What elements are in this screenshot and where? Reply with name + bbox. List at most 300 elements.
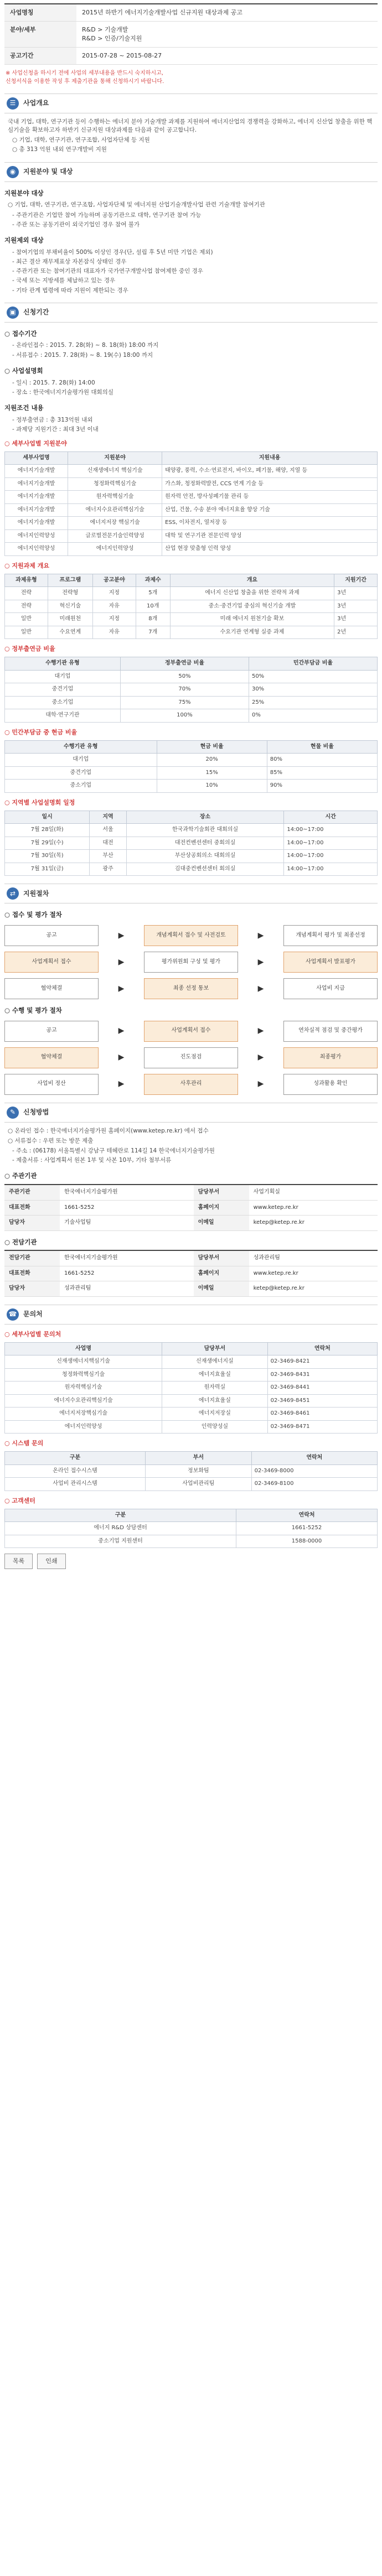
table-row [5,1355,378,1369]
flow-step: 연차실적 점검 및 중간평가 [283,1021,378,1042]
exclusion-item: - 국세 또는 지방세를 체납하고 있는 경우 [12,277,116,284]
org1-table [4,1184,378,1231]
table-cell: 미래 에너지 원천기술 확보 [170,613,334,626]
exclusion-item: - 참여기업의 부채비율이 500% 이상인 경우(단, 설립 후 5년 미만 기업은 제외) [12,248,213,256]
table-cell: 02-3469-8451 [267,1394,377,1408]
table-cell: 3년 [334,587,378,600]
table-cell: 2년 [334,626,378,639]
table-cell: 에너지인력양성 [5,543,68,556]
info-row [4,1281,378,1297]
flow-step: 최종평가 [283,1047,378,1068]
table-row [5,1522,378,1535]
table-cell: 1661-5252 [236,1522,378,1535]
announcement-title: 2015년 하반기 에너지기술개발사업 신규지원 대상과제 공고 [76,4,378,21]
detail-table [4,574,378,640]
arrow-icon: ▶ [257,1079,264,1089]
table-cell: 50% [120,670,249,683]
column-header: 프로그램 [48,574,92,587]
flow-row [4,1047,378,1068]
table-cell: 20% [157,754,267,767]
table-cell: 중견기업 [5,766,157,780]
table-cell: 15% [157,766,267,780]
table-cell: 에너지 신산업 창출을 위한 전략적 과제 [170,587,334,600]
reception-item: - 서류접수 : 2015. 7. 28(화) ~ 8. 19(수) 18:00 까지 [12,351,153,359]
table-cell: 25% [249,696,377,709]
section-eligibility [4,162,378,182]
table-cell: 중소기업 [5,696,121,709]
table-cell: 3년 [334,600,378,613]
info-value: 한국에너지기술평가원 [60,1250,194,1266]
arrow-icon: ▶ [118,957,125,967]
flow-step: 최종 선정 통보 [144,978,238,999]
column-header: 사업명 [5,1342,162,1355]
table-cell: 에너지저장 핵심기술 [68,517,162,530]
overview-intro: 국내 기업, 대학, 연구기관 등이 수행하는 에너지 분야 기술개발 과제를 지원하여 에너지산업의 경쟁력을 강화하고, 에너지 신산업 창출을 위한 핵심기술을 확보하고자 하반기 신규지원 대상과제를 다음과 같이 공고합니다. [8,118,373,133]
section-title: 신청방법 [23,1108,49,1116]
table-cell: 80% [267,754,377,767]
column-header: 과제유형 [5,574,48,587]
table-cell: 7월 28일(화) [5,824,90,837]
method-item: ○ 서류접수 : 우편 또는 방문 제출 [8,1137,94,1144]
table-cell: 미래원천 [48,613,92,626]
section-title: 사업개요 [23,99,49,107]
table-cell: 에너지인력양성 [5,1420,162,1434]
table-row [5,600,378,613]
info-value: 성과관리팀 [60,1281,194,1297]
org2-heading: ○ 전담기관 [4,1238,37,1246]
table-row [5,1408,378,1421]
info-value: www.ketep.re.kr [249,1266,378,1281]
briefing-heading: ○ 사업설명회 [4,366,43,375]
flow-diagram-1 [4,925,378,999]
table-cell: 에너지기술개발 [5,465,68,478]
table-cell: 일반 [5,626,48,639]
support-table [4,451,378,556]
table-cell: 자유 [92,626,136,639]
calendar-icon: ▣ [7,307,19,319]
table-cell: 신재생에너지핵심기술 [5,1355,162,1369]
ratio-table [4,657,378,723]
document-icon: ☰ [7,97,19,110]
column-header: 민간부담금 비율 [249,657,377,671]
field-label: 분야/세부 [4,21,76,47]
table-row [5,1382,378,1395]
info-row [4,1250,378,1266]
table-row [5,1478,378,1491]
overview-item: ○ 기업, 대학, 연구기관, 연구조합, 사업자단체 등 지원 [12,137,150,144]
info-label: 이메일 [194,1281,249,1297]
info-label: 담당자 [4,1281,60,1297]
table-row [5,850,378,863]
period-value: 2015-07-28 ~ 2015-08-27 [76,47,378,64]
table-row [5,503,378,517]
info-value: 1661-5252 [60,1266,194,1281]
table-cell: 한국과학기술회관 대회의실 [126,824,284,837]
conditions-item: - 정부출연금 : 총 313억원 내외 [12,416,93,423]
reception-heading: ○ 접수기간 [4,329,37,337]
table-row [5,587,378,600]
table-cell: 에너지인력양성 [68,543,162,556]
notice-line: ※ 사업신청을 하시기 전에 사업의 세부내용을 반드시 숙지하시고, [6,70,163,76]
table-cell: 7월 31일(금) [5,863,90,876]
info-value: 사업기획실 [249,1185,378,1200]
cash-table [4,740,378,793]
table-cell: 대전 [90,837,126,850]
flow2-heading: ○ 수행 및 평가 절차 [4,1006,62,1014]
flow-step: 성과활용 확인 [283,1074,378,1095]
section-title: 지원분야 및 대상 [23,167,73,175]
flow-row [4,1021,378,1042]
table-cell: 02-3469-8461 [267,1408,377,1421]
column-header: 담당부서 [162,1342,268,1355]
arrow-icon: ▶ [257,931,264,940]
flow-step: 사업계획서 발표평가 [283,952,378,973]
conditions-heading: 지원조건 내용 [4,403,44,412]
table-cell: 온라인 접수시스템 [5,1464,146,1478]
section-process [4,884,378,903]
title-label: 사업명칭 [4,4,76,21]
flow-step: 개념계획서 접수 및 사전검토 [144,925,238,946]
table-cell: 02-3469-8431 [267,1368,377,1382]
system-table [4,1451,378,1491]
column-header: 지역 [90,811,126,824]
table-cell: 청정화력핵심기술 [5,1368,162,1382]
flow-icon: ⇄ [7,887,19,900]
info-value: 1661-5252 [60,1200,194,1216]
column-header: 시간 [284,811,378,824]
info-row [4,1266,378,1281]
info-label: 담당부서 [194,1250,249,1266]
table-row [5,696,378,709]
table-cell: 50% [249,670,377,683]
info-label: 전담기관 [4,1250,60,1266]
contact-table [4,1342,378,1434]
table-cell: 10% [157,780,267,793]
flow-step: 평가위원회 구성 및 평가 [144,952,238,973]
table-cell: 사업비관리팀 [146,1478,252,1491]
table-row [5,766,378,780]
exclusion-item: - 주관기관 또는 참여기관의 대표자가 국가연구개발사업 참여제한 중인 경우 [12,268,203,275]
table-cell: 에너지수요관리핵심기술 [5,1394,162,1408]
flow-diagram-2 [4,1021,378,1095]
reception-item: - 온라인접수 : 2015. 7. 28(화) ~ 8. 18(화) 18:00 까지 [12,342,159,349]
flow-step: 진도점검 [144,1047,238,1068]
table-row [5,709,378,723]
table-cell: 중소기업 [5,780,157,793]
table-row [5,837,378,850]
info-row [4,1200,378,1216]
table-cell: 글로벌전문기술인력양성 [68,529,162,543]
flow-step: 개념계획서 평가 및 최종선정 [283,925,378,946]
system-table-caption: ○ 시스템 문의 [4,1440,44,1447]
table-cell: 청정화력핵심기술 [68,477,162,491]
info-value: ketep@ketep.re.kr [249,1281,378,1297]
table-cell: 가스화, 청정화력발전, CCS 연계 기술 등 [162,477,378,491]
table-cell: 10개 [136,600,170,613]
table-cell: 02-3469-8000 [251,1464,377,1478]
table-cell: 85% [267,766,377,780]
flow-row [4,925,378,946]
table-cell: 사업비 관리시스템 [5,1478,146,1491]
column-header: 장소 [126,811,284,824]
table-row [5,863,378,876]
column-header: 세부사업명 [5,451,68,465]
flow-step: 공고 [4,925,99,946]
table-cell: 에너지효율실 [162,1394,268,1408]
button-bar [4,1554,378,1569]
table-row [5,613,378,626]
table-cell: 서울 [90,824,126,837]
column-header: 연락처 [251,1452,377,1465]
column-header: 연락처 [267,1342,377,1355]
info-label: 홈페이지 [194,1200,249,1216]
flow-step: 협약체결 [4,1047,99,1068]
table-cell: 에너지저장실 [162,1408,268,1421]
column-header: 수행기관 유형 [5,657,121,671]
target-heading: 지원분야 대상 [4,189,44,197]
table-cell: 에너지저장핵심기술 [5,1408,162,1421]
arrow-icon: ▶ [118,984,125,993]
schedule-table-caption: ○ 지역별 사업설명회 일정 [4,798,75,806]
table-cell: 3년 [334,613,378,626]
table-cell: 90% [267,780,377,793]
notice [6,69,376,86]
table-cell: 자유 [92,600,136,613]
table-cell: 에너지기술개발 [5,503,68,517]
exclusion-item: - 최근 결산 재무제표상 자본잠식 상태인 경우 [12,258,127,265]
method-item: - 제출서류 : 사업계획서 원본 1부 및 사본 10부, 기타 첨부서류 [12,1157,172,1164]
table-row [5,754,378,767]
table-cell: 에너지수요관리핵심기술 [68,503,162,517]
notice-line: 신청서식을 이용한 작성 후 제출기관을 통해 신청하시기 바랍니다. [6,78,164,85]
info-row [4,1216,378,1231]
table-row [5,1394,378,1408]
flow-step: 사후관리 [144,1074,238,1095]
field-values [76,21,378,47]
table-cell: 14:00~17:00 [284,850,378,863]
column-header: 지원내용 [162,451,378,465]
info-label: 대표전화 [4,1266,60,1281]
table-cell: 02-3469-8471 [267,1420,377,1434]
column-header: 과제수 [136,574,170,587]
arrow-icon: ▶ [257,1053,264,1062]
pencil-icon: ✎ [7,1107,19,1119]
column-header: 현금 비율 [157,740,267,754]
info-value: 기술사업팀 [60,1216,194,1231]
table-cell: 산업 현장 맞춤형 인력 양성 [162,543,378,556]
ratio-table-caption: ○ 정부출연금 비율 [4,645,55,653]
table-cell: 02-3469-8100 [251,1478,377,1491]
table-row [5,824,378,837]
table-cell: 70% [120,683,249,697]
table-row [5,477,378,491]
table-cell: 에너지효율실 [162,1368,268,1382]
arrow-icon: ▶ [118,1026,125,1036]
table-cell: 신재생에너지실 [162,1355,268,1369]
table-cell: 02-3469-8421 [267,1355,377,1369]
flow-step: 사업비 정산 [4,1074,99,1095]
table-cell: 1588-0000 [236,1535,378,1548]
table-cell: 수요연계 [48,626,92,639]
table-cell: 전략 [5,600,48,613]
table-cell: 정보화팀 [146,1464,252,1478]
phone-icon: ☎ [7,1308,19,1321]
flow1-heading: ○ 접수 및 평가 절차 [4,911,62,919]
table-cell: 02-3469-8441 [267,1382,377,1395]
arrow-icon: ▶ [118,1053,125,1062]
conditions-item: - 과제당 지원기간 : 최대 3년 이내 [12,425,99,433]
arrow-icon: ▶ [118,931,125,940]
table-row [5,1420,378,1434]
table-row [5,1464,378,1478]
column-header: 구분 [5,1452,146,1465]
org2-table [4,1250,378,1297]
info-label: 주관기관 [4,1185,60,1200]
table-cell: 광주 [90,863,126,876]
table-cell: 원자력핵심기술 [68,491,162,504]
section-period [4,303,378,323]
table-cell: 중소기업 지원센터 [5,1535,236,1548]
arrow-icon: ▶ [118,1079,125,1089]
target-item: - 주관 또는 공동기관이 외국기업인 경우 참여 불가 [12,221,140,228]
flow-step: 사업계획서 접수 [4,952,99,973]
contact-table-caption: ○ 세부사업별 문의처 [4,1330,61,1338]
detail-table-caption: ○ 지원과제 개요 [4,562,50,569]
table-cell: 원자력핵심기술 [5,1382,162,1395]
table-cell: 전략형 [48,587,92,600]
table-cell: 에너지기술개발 [5,517,68,530]
table-cell: 수요기관 연계형 실증 과제 [170,626,334,639]
exclusion-item: - 기타 관계 법령에 따라 지원이 제한되는 경우 [12,287,128,294]
column-header: 연락처 [236,1509,378,1522]
table-row [5,543,378,556]
info-value: 한국에너지기술평가원 [60,1185,194,1200]
table-cell: 14:00~17:00 [284,863,378,876]
print-button[interactable]: 인쇄 [37,1554,65,1569]
table-cell: 부산상공회의소 대회의실 [126,850,284,863]
flow-step: 협약체결 [4,978,99,999]
table-cell: 에너지인력양성 [5,529,68,543]
faq-table-caption: ○ 고객센터 [4,1497,35,1504]
overview-item: ○ 총 313 억원 내외 연구개발비 지원 [12,146,107,153]
method-item: ○ 온라인 접수 : 한국에너지기술평가원 홈페이지(www.ketep.re.kr) 에서 접수 [8,1127,209,1134]
table-cell: 일반 [5,613,48,626]
column-header: 정부출연금 비율 [120,657,249,671]
meta-table [4,3,378,65]
table-cell: 김대중컨벤션센터 회의실 [126,863,284,876]
column-header: 지원분야 [68,451,162,465]
faq-table [4,1509,378,1549]
column-header: 지원기간 [334,574,378,587]
section-application [4,1103,378,1123]
info-value: www.ketep.re.kr [249,1200,378,1216]
exclusion-heading: 지원제외 대상 [4,236,44,244]
table-cell: 75% [120,696,249,709]
table-row [5,683,378,697]
section-title: 문의처 [23,1310,43,1318]
column-header: 부서 [146,1452,252,1465]
table-cell: 지정 [92,587,136,600]
flow-step: 공고 [4,1021,99,1042]
table-row [5,626,378,639]
table-cell: 8개 [136,613,170,626]
table-row [5,780,378,793]
info-value: ketep@ketep.re.kr [249,1216,378,1231]
support-table-caption: ○ 세부사업별 지원분야 [4,440,67,448]
info-row [4,1185,378,1200]
flow-step: 사업비 지급 [283,978,378,999]
info-label: 이메일 [194,1216,249,1231]
target-item: - 주관기관은 기업만 참여 가능하며 공동기관으로 대학, 연구기관 참여 가능 [12,211,202,219]
method-item: - 주소 : (06178) 서울특별시 강남구 테헤란로 114길 14 한국에너지기술평가원 [12,1147,215,1155]
schedule-table [4,811,378,876]
table-row [5,465,378,478]
table-cell: 에너지기술개발 [5,491,68,504]
table-cell: 0% [249,709,377,723]
column-header: 현물 비율 [267,740,377,754]
table-cell: 7월 30일(목) [5,850,90,863]
column-header: 수행기관 유형 [5,740,157,754]
table-cell: 원자력실 [162,1382,268,1395]
table-cell: 대학 및 연구기관 전문인력 양성 [162,529,378,543]
flow-step: 사업계획서 접수 [144,1021,238,1042]
column-header: 공고분야 [92,574,136,587]
table-cell: 산업, 건물, 수송 분야 에너지효율 향상 기술 [162,503,378,517]
table-cell: 인력양성실 [162,1420,268,1434]
section-title: 신청기간 [23,308,49,316]
target-icon: ◉ [7,166,19,178]
table-cell: 에너지 R&D 상담센터 [5,1522,236,1535]
column-header: 구분 [5,1509,236,1522]
target-text: ○ 기업, 대학, 연구기관, 연구조합, 사업자단체 및 에너지원 산업기술개발사업 관련 기술개발 참여기관 [8,201,265,209]
table-cell: 중견기업 [5,683,121,697]
section-overview [4,94,378,113]
column-header: 일시 [5,811,90,824]
table-cell: 30% [249,683,377,697]
table-cell: ESS, 이차전지, 열저장 등 [162,517,378,530]
cash-table-caption: ○ 민간부담금 중 현금 비율 [4,728,78,736]
arrow-icon: ▶ [257,984,264,993]
table-cell: 혁신기술 [48,600,92,613]
org1-heading: ○ 주관기관 [4,1172,37,1180]
table-cell: 14:00~17:00 [284,837,378,850]
column-header: 개요 [170,574,334,587]
table-cell: 에너지기술개발 [5,477,68,491]
table-row [5,1535,378,1548]
info-label: 대표전화 [4,1200,60,1216]
table-row [5,670,378,683]
table-cell: 5개 [136,587,170,600]
table-cell: 원자력 안전, 방사성폐기물 관리 등 [162,491,378,504]
table-cell: 대기업 [5,754,157,767]
field-value: R&D > 인증/기술지원 [82,34,142,42]
arrow-icon: ▶ [257,1026,264,1036]
table-cell: 중소·중견기업 중심의 혁신기술 개발 [170,600,334,613]
table-cell: 신재생에너지 핵심기술 [68,465,162,478]
list-button[interactable]: 목록 [4,1554,33,1569]
table-cell: 7개 [136,626,170,639]
table-cell: 지정 [92,613,136,626]
table-cell: 100% [120,709,249,723]
flow-row [4,1074,378,1095]
arrow-icon: ▶ [257,957,264,967]
briefing-item: - 장소 : 한국에너지기술평가원 대회의실 [12,388,113,396]
table-row [5,529,378,543]
table-cell: 전략 [5,587,48,600]
table-cell: 7월 29일(수) [5,837,90,850]
table-cell: 태양광, 풍력, 수소·연료전지, 바이오, 폐기물, 해양, 지열 등 [162,465,378,478]
table-cell: 대학·연구기관 [5,709,121,723]
